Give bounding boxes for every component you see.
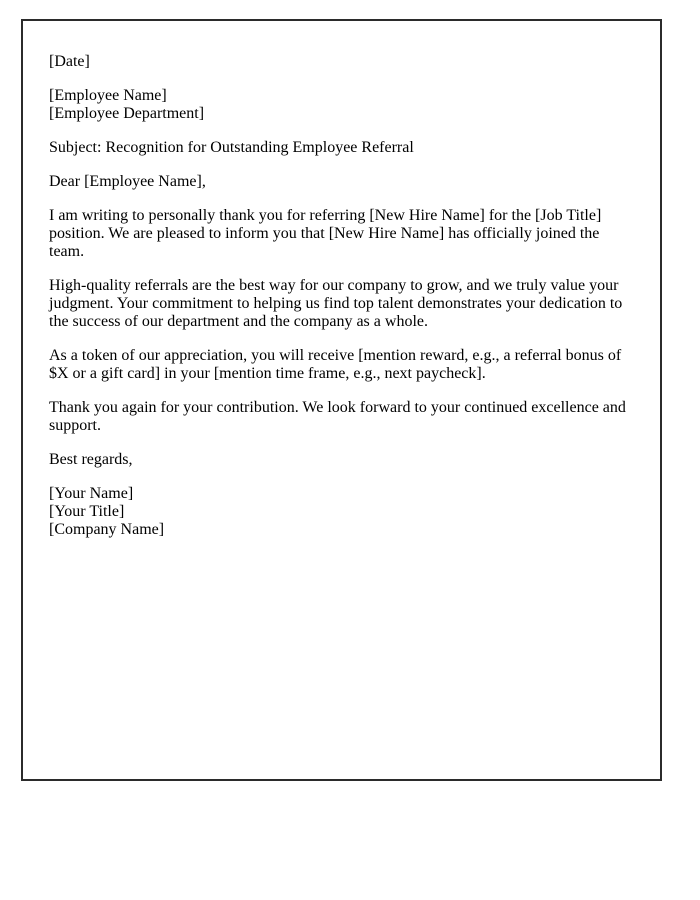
body-paragraph-1: I am writing to personally thank you for referring [New Hire Name] for the [Job Title] position. We are pleased to inform you that [New Hire Name] has officially joined the team. [49,207,602,260]
letter-page [21,19,662,781]
letter-date: [Date] [49,53,90,70]
subject-line: Subject: Recognition for Outstanding Employee Referral [49,139,414,156]
signature-name: [Your Name] [49,485,134,502]
body-paragraph-2: High-quality referrals are the best way for our company to grow, and we truly value your judgment. Your commitment to helping us find top talent demonstrates your dedication to the success of our department and the company as a whole. [49,277,623,330]
signature-block [49,485,634,539]
recipient-block [49,87,634,123]
signature-company: [Company Name] [49,521,165,538]
recipient-name: [Employee Name] [49,87,167,104]
closing: Best regards, [49,451,133,468]
body-paragraph-4: Thank you again for your contribution. We look forward to your continued excellence and support. [49,399,626,434]
salutation: Dear [Employee Name], [49,173,206,190]
recipient-department: [Employee Department] [49,105,205,122]
body-paragraph-3: As a token of our appreciation, you will receive [mention reward, e.g., a referral bonus of $X or a gift card] in your [mention time frame, e.g., next paycheck]. [49,347,622,382]
signature-title: [Your Title] [49,503,125,520]
